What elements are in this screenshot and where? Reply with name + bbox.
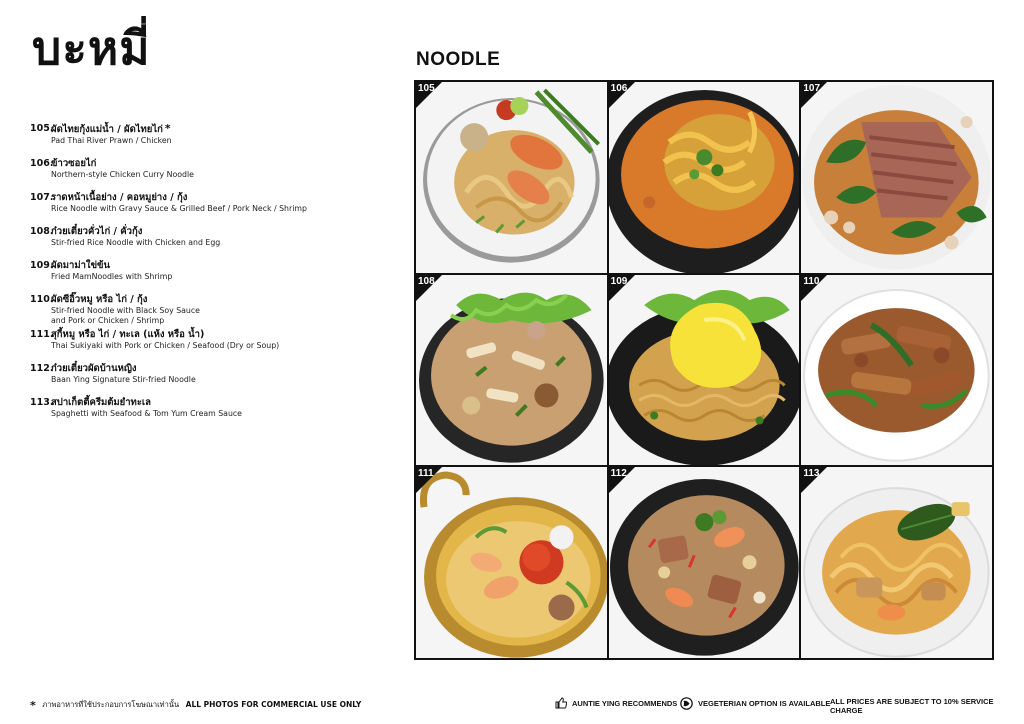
item-thai-name: ผัดซีอิ๊วหมู หรือ ไก่ / กุ้ง bbox=[51, 294, 148, 305]
menu-item-110 bbox=[30, 293, 390, 326]
photo-grid bbox=[414, 80, 994, 660]
section-heading: NOODLE bbox=[416, 49, 501, 70]
vegetarian-icon bbox=[680, 697, 693, 710]
dish-photo-109 bbox=[609, 275, 800, 466]
photo-number: 113 bbox=[803, 468, 820, 480]
photo-number: 111 bbox=[418, 468, 434, 480]
dish-photo-105 bbox=[416, 82, 607, 273]
footnote-star: * bbox=[30, 699, 36, 712]
khao-soi-image bbox=[609, 82, 800, 273]
item-thai-name: ก๋วยเตี๋ยวผัดบ้านหญิง bbox=[51, 363, 137, 374]
vegetarian-label: VEGETERIAN OPTION IS AVAILABLE bbox=[698, 699, 831, 708]
photo-number: 112 bbox=[610, 468, 627, 480]
item-english-name: Baan Ying Signature Stir-fried Noodle bbox=[51, 375, 196, 384]
item-thai-name: สปาเก็ตตี้ครีมต้มยำทะเล bbox=[51, 397, 151, 408]
dish-photo-107 bbox=[801, 82, 992, 273]
photo-number: 109 bbox=[610, 275, 628, 287]
dish-photo-106 bbox=[609, 82, 800, 273]
menu-item-113 bbox=[30, 396, 390, 419]
photo-number: 108 bbox=[418, 275, 435, 287]
item-thai-name: ราดหน้าเนื้อย่าง / คอหมูย่าง / กุ้ง bbox=[51, 192, 188, 203]
item-english-name: Fried MamNoodles with Shrimp bbox=[51, 272, 173, 281]
item-thai-name: ข้าวซอยไก่ bbox=[51, 158, 97, 169]
item-english-name: Stir-fried Rice Noodle with Chicken and Egg bbox=[51, 238, 221, 247]
item-thai-name: ผัดไทยกุ้งแม่น้ำ / ผัดไทยไก่ bbox=[51, 124, 163, 135]
kua-gai-image bbox=[416, 275, 607, 466]
item-number: 106. bbox=[30, 158, 54, 169]
item-english-name: Rice Noodle with Gravy Sauce & Grilled Beef / Pork Neck / Shrimp bbox=[51, 204, 307, 213]
sukiyaki-image bbox=[416, 467, 607, 658]
menu-item-108 bbox=[30, 225, 390, 248]
menu-list bbox=[30, 122, 390, 430]
recommend-star: * bbox=[164, 122, 171, 135]
disclaimer-thai: ภาพอาหารที่ใช้ประกอบการโฆษณาเท่านั้น bbox=[42, 700, 180, 709]
menu-item-105 bbox=[30, 122, 390, 146]
legend-recommend bbox=[555, 697, 677, 709]
menu-item-112 bbox=[30, 362, 390, 385]
item-english-name: Stir-fried Noodle with Black Soy Sauce bbox=[51, 306, 200, 315]
thumbs-up-icon bbox=[555, 697, 567, 709]
photo-number: 107 bbox=[803, 83, 821, 94]
menu-item-109 bbox=[30, 259, 390, 282]
dish-photo-111 bbox=[416, 467, 607, 658]
page-title: บะหมี่ bbox=[32, 21, 151, 75]
spaghetti-image bbox=[801, 467, 992, 658]
item-number: 113. bbox=[30, 397, 54, 408]
menu-item-111 bbox=[30, 328, 390, 351]
photo-number: 110 bbox=[803, 275, 820, 287]
photo-disclaimer bbox=[30, 697, 361, 711]
pad-thai-image bbox=[416, 82, 607, 273]
item-number: 109. bbox=[30, 260, 54, 271]
item-english-name: Pad Thai River Prawn / Chicken bbox=[51, 136, 172, 145]
item-english-name: Thai Sukiyaki with Pork or Chicken / Seafood (Dry or Soup) bbox=[51, 341, 280, 350]
rad-na-beef-image bbox=[801, 82, 992, 273]
photo-number: 106 bbox=[610, 83, 628, 94]
service-charge-label: ALL PRICES ARE SUBJECT TO 10% SERVICE CHARGE bbox=[830, 697, 994, 715]
photo-number: 105 bbox=[418, 83, 435, 94]
item-thai-name: ก๋วยเตี๋ยวคั่วไก่ / คั่วกุ้ง bbox=[51, 226, 143, 237]
legend-service-charge bbox=[830, 697, 1010, 715]
recommend-label: AUNTIE YING RECOMMENDS bbox=[572, 698, 678, 708]
item-english-name: Spaghetti with Seafood & Tom Yum Cream Sauce bbox=[51, 409, 242, 418]
item-number: 111. bbox=[30, 329, 54, 340]
item-number: 110. bbox=[30, 294, 54, 305]
legend-vegetarian bbox=[680, 697, 830, 710]
fried-mama-image bbox=[609, 275, 800, 466]
item-number: 107. bbox=[30, 192, 54, 203]
item-thai-name: ผัดมาม่าใข่ข้น bbox=[51, 260, 111, 271]
dish-photo-110 bbox=[801, 275, 992, 466]
item-number: 105. bbox=[30, 123, 54, 134]
disclaimer-english: ALL PHOTOS FOR COMMERCIAL USE ONLY bbox=[185, 700, 362, 709]
pad-see-ew-image bbox=[801, 275, 992, 466]
item-number: 112. bbox=[30, 363, 54, 374]
item-english-name: Northern-style Chicken Curry Noodle bbox=[51, 170, 194, 179]
dish-photo-112 bbox=[609, 467, 800, 658]
item-english-name-line2: and Pork or Chicken / Shrimp bbox=[51, 316, 165, 325]
signature-noodle-image bbox=[609, 467, 800, 658]
item-thai-name: สุกี้หมู หรือ ไก่ / ทะเล (แห้ง หรือ น้ำ) bbox=[51, 329, 205, 340]
menu-item-106 bbox=[30, 157, 390, 180]
dish-photo-113 bbox=[801, 467, 992, 658]
menu-item-107 bbox=[30, 191, 390, 214]
dish-photo-108 bbox=[416, 275, 607, 466]
item-number: 108. bbox=[30, 226, 54, 237]
